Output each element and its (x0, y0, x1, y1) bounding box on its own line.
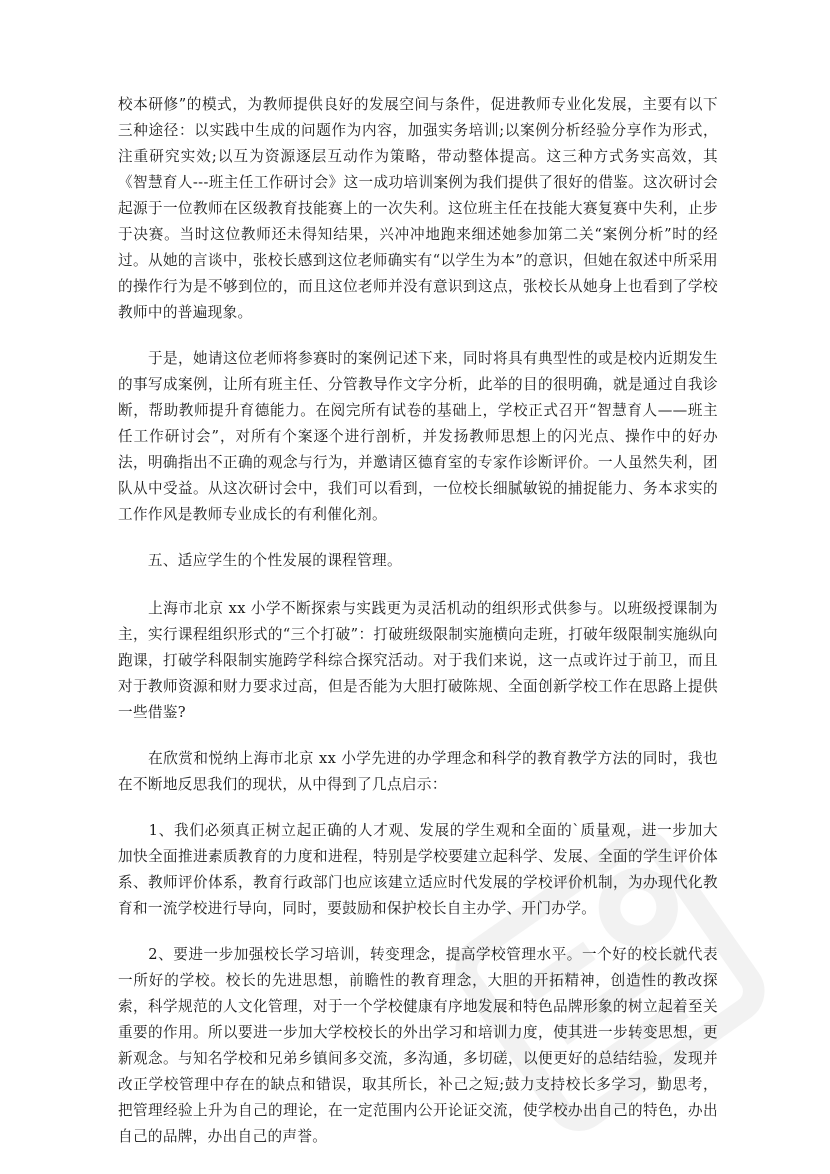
paragraph-point-1: 1、我们必须真正树立起正确的人才观、发展的学生观和全面的`质量观，进一步加大加快全面推进素质教育的力度和进程，特别是学校要建立起科学、发展、全面的学生评价体系、教师评价体系，教育行政部门也应该建立适应时代发展的学校评价机制，为办现代化教育和一流学校进行导向，同时，要鼓励和保护校长自主办学、开门办学。 (118, 822, 718, 917)
paragraph-school-training: 校本研修”的模式，为教师提供良好的发展空间与条件，促进教师专业化发展，主要有以下三种途径：以实践中生成的问题作为内容，加强实务培训;以案例分析经验分享作为形式，注重研究实效;以互为资源逐层互动作为策略，带动整体提高。这三种方式务实高效，其《智慧育人---班主任工作研讨会》这一成功培训案例为我们提供了很好的借鉴。这次研讨会起源于一位教师在区级教育技能赛上的一次失利。这位班主任在技能大赛复赛中失利，止步于决赛。当时这位教师还未得知结果，兴冲冲地跑来细述她参加第二关“案例分析”时的经过。从她的言谈中，张校长感到这位老师确实有“以学生为本”的意识，但她在叙述中所采用的操作行为是不够到位的，而且这位老师并没有意识到这点，张校长从她身上也看到了学校教师中的普遍现象。 (118, 96, 718, 321)
paragraph-reflection: 在欣赏和悦纳上海市北京 xx 小学先进的办学理念和科学的教育教学方法的同时，我也在不断地反思我们的现状，从中得到了几点启示： (118, 750, 718, 793)
paragraph-point-2: 2、要进一步加强校长学习培训，转变理念，提高学校管理水平。一个好的校长就代表一所好的学校。校长的先进思想，前瞻性的教育理念，大胆的开拓精神，创造性的教改探索，科学规范的人文化管理，对于一个学校健康有序地发展和特色品牌形象的树立起着至关重要的作用。所以要进一步加大学校校长的外出学习和培训力度，使其进一步转变思想，更新观念。与知名学校和兄弟乡镇间多交流，多沟通，多切磋，以便更好的总结结验，发现并改正学校管理中存在的缺点和错误，取其所长，补己之短;鼓力支持校长多学习，勤思考，把管理经验上升为自己的理论，在一定范围内公开论证交流，使学校办出自己的特色，办出自己的品牌，办出自己的声誉。 (118, 946, 718, 1145)
paragraph-case-study: 于是，她请这位老师将参赛时的案例记述下来，同时将具有典型性的或是校内近期发生的事写成案例，让所有班主任、分管教导作文字分析，此举的目的很明确，就是通过自我诊断，帮助教师提升育德能力。在阅完所有试卷的基础上，学校正式召开“智慧育人——班主任工作研讨会”，对所有个案逐个进行剖析，并发扬教师思想上的闪光点、操作中的好办法，明确指出不正确的观念与行为，并邀请区德育室的专家作诊断评价。一人虽然失利，团队从中受益。从这次研讨会中，我们可以看到，一位校长细腻敏锐的捕捉能力、务本求实的工作作风是教师专业成长的有利催化剂。 (118, 350, 718, 523)
section-heading-curriculum: 五、适应学生的个性发展的课程管理。 (118, 552, 402, 569)
paragraph-curriculum: 上海市北京 xx 小学不断探索与实践更为灵活机动的组织形式供参与。以班级授课制为主，实行课程组织形式的“三个打破”：打破班级限制实施横向走班，打破年级限制实施纵向跑课，打破学科限制实施跨学科综合探究活动。对于我们来说，这一点或许过于前卫，而且对于教师资源和财力要求过高，但是否能为大胆打破陈规、全面创新学校工作在思路上提供一些借鉴? (118, 600, 718, 721)
document-body (118, 92, 718, 1150)
